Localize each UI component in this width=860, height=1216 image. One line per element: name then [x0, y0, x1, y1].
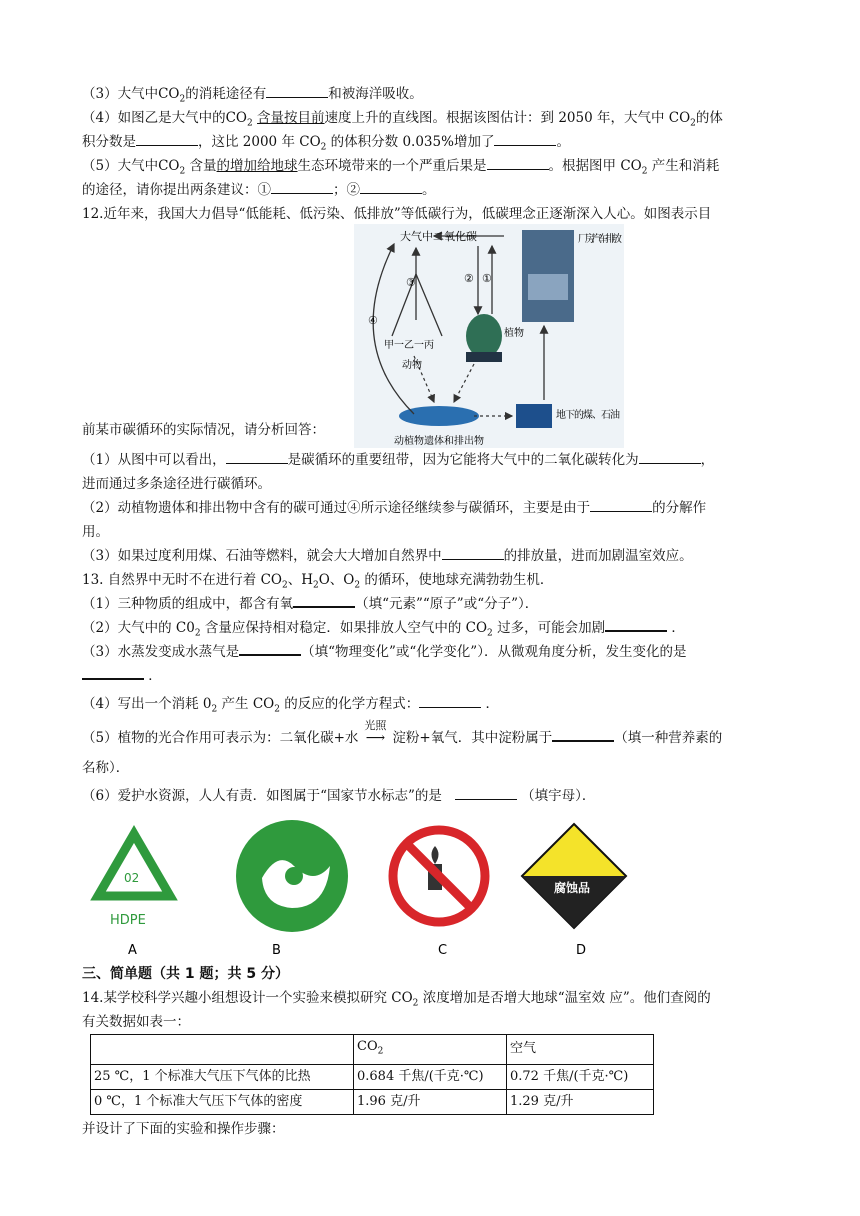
answer-blank[interactable]	[494, 131, 556, 146]
answer-blank[interactable]	[226, 449, 288, 464]
no-fire-icon	[393, 830, 485, 922]
q14-outro: 并设计了下面的实验和操作步骤：	[82, 1120, 285, 1137]
answer-blank[interactable]	[266, 83, 328, 98]
svg-text:腐蚀品: 腐蚀品	[554, 881, 591, 895]
q11-part3: （3）大气中$CO_2$的消耗途径有 和被海洋吸收。	[82, 82, 782, 106]
car-icon	[528, 274, 568, 300]
answer-blank[interactable]	[552, 726, 614, 742]
answer-blank[interactable]	[239, 640, 301, 656]
recycle-icon	[98, 834, 170, 928]
q13-part5: （5）植物的光合作用可表示为：二氧化碳+水 光照 ⟶ 淀粉+氧气．其中淀粉属于 （填一种营养素的	[82, 726, 782, 750]
table-header-cell	[91, 1035, 354, 1065]
q13-part6: （6）爱护水资源，人人有责．如图属于“国家节水标志”的是 （填宇母）．	[82, 784, 782, 808]
corrosive-icon	[522, 824, 626, 928]
svg-text:HDPE: HDPE	[110, 913, 146, 928]
carbon-cycle-diagram	[354, 224, 624, 448]
table-cell: 0.684 千焦/(千克·℃)	[354, 1064, 507, 1089]
label-n2: ②	[464, 272, 474, 285]
label-remains: 动植物遗体和排出物	[394, 436, 484, 447]
label-factory: 厂房汽车排放	[578, 234, 622, 245]
q13-part4: （4）写出一个消耗 $0_2$ 产生 $CO_2$ 的反应的化学方程式： ．	[82, 692, 782, 716]
data-table	[90, 1034, 654, 1115]
q13-part2: （2）大气中的 $C0_2$ 含量应保持相对稳定．如果排放人空气中的 $CO_2$ 过多，可能会加剧 ．	[82, 616, 782, 640]
label-n3: ③	[406, 276, 416, 289]
label-n1: ①	[482, 272, 492, 285]
table-row	[91, 1089, 654, 1114]
signs-svg	[82, 820, 642, 960]
label-atmosphere: 大气中二氧化碳	[400, 230, 477, 243]
q12-part1-line2: 进而通过多条途径进行碳循环。	[82, 476, 271, 492]
carbon-cycle-svg	[354, 224, 624, 448]
q11-part5-line2: 的途径，请你提出两条建议：① ；② 。	[82, 178, 782, 202]
sign-label-c: C	[438, 943, 448, 958]
q11-part4-line1: （4）如图乙是大气中的$CO_2$ 含量按目前速度上升的直线图。根据该图估计：到 2050 年，大气中 $CO_2$的体	[82, 110, 723, 129]
table-cell: 1.29 克/升	[507, 1089, 654, 1114]
sign-label-b: B	[272, 943, 281, 958]
q12-part3: （3）如果过度利用煤、石油等燃料，就会大大增加自然界中 的排放量，进而加剧温室效应。	[82, 544, 782, 568]
table-header-cell: 空气	[507, 1035, 654, 1065]
water-saving-icon	[236, 820, 348, 932]
table-cell: 0.72 千焦/(千克·℃)	[507, 1064, 654, 1089]
label-animals-row: 甲一乙一丙	[384, 340, 434, 351]
q14-intro: 14.某学校科学兴趣小组想设计一个实验来模拟研究 $CO_2$ 浓度增加是否增大地球“温室效 应”。他们查阅的	[82, 990, 711, 1009]
label-plants: 植物	[504, 328, 524, 339]
answer-blank[interactable]	[605, 616, 667, 632]
table-cell: 1.96 克/升	[354, 1089, 507, 1114]
q11-part4-line2: 积分数是 ，这比 2000 年 $CO_2$ 的体积分数 0.035%增加了 。	[82, 130, 782, 154]
answer-blank[interactable]	[360, 179, 422, 194]
q13-part1: （1）三种物质的组成中，都含有氧 （填“元素”“原子”或“分子”）．	[82, 592, 782, 616]
label-n4: ④	[368, 314, 378, 327]
answer-blank[interactable]	[590, 497, 652, 512]
q12-part1-line1: （1）从图中可以看出， 是碳循环的重要纽带，因为它能将大气中的二氧化碳转化为 ，	[82, 448, 782, 472]
q12-part2-line2: 用。	[82, 524, 109, 540]
q12-intro: 12.近年来，我国大力倡导“低能耗、低污染、低排放”等低碳行为，低碳理念正逐渐深入人心。如图表示目	[82, 206, 712, 222]
answer-blank[interactable]	[487, 155, 549, 170]
q12-intro-cont: 前某市碳循环的实际情况，请分析回答：	[82, 422, 325, 438]
q13-part3-line1: （3）水蒸发变成水蒸气是 （填“物理变化”或“化学变化”）．从微观角度分析，发生变化的是	[82, 640, 782, 664]
table-header-row	[91, 1035, 654, 1065]
sign-label-a: A	[128, 943, 137, 958]
svg-text:02: 02	[124, 871, 140, 885]
sign-label-d: D	[576, 943, 587, 958]
reaction-arrow: 光照 ⟶	[364, 719, 387, 746]
q13-part3-line2: ．	[82, 664, 782, 688]
table-header-cell: $CO_2$	[354, 1035, 507, 1065]
answer-blank[interactable]	[136, 131, 198, 146]
answer-blank[interactable]	[639, 449, 701, 464]
answer-blank[interactable]	[293, 592, 355, 608]
answer-blank[interactable]	[419, 693, 481, 708]
q13-intro: 13. 自然界中无时不在进行着 $CO_2$、$H_2O$、$O_2$ 的循环，使地球充满勃勃生机．	[82, 572, 554, 591]
q13-part5-cont: 名称）．	[82, 760, 130, 776]
q14-intro-cont: 有关数据如表一：	[82, 1014, 190, 1030]
signs-row	[82, 820, 642, 960]
q12-part2-line1: （2）动植物遗体和排出物中含有的碳可通过④所示途径继续参与碳循环，主要是由于 的分解作	[82, 496, 782, 520]
table-cell: 0 ℃，1 个标准大气压下气体的密度	[91, 1089, 354, 1114]
section-heading: 三、简单题（共 1 题；共 5 分）	[82, 966, 289, 982]
label-animals: 动物	[402, 360, 422, 371]
answer-blank[interactable]	[271, 179, 333, 194]
q11-part5-line1: （5）大气中$CO_2$ 含量的增加给地球生态环境带来的一个严重后果是 。根据图甲 $CO_2$ 产生和消耗	[82, 154, 782, 178]
remains-icon	[399, 406, 479, 426]
label-coal-oil: 地下的煤、石油	[556, 410, 620, 421]
plants-icon	[466, 314, 502, 362]
table-cell: 25 ℃，1 个标准大气压下气体的比热	[91, 1064, 354, 1089]
answer-blank[interactable]	[442, 545, 504, 560]
answer-blank[interactable]	[82, 664, 144, 680]
coal-oil-icon	[516, 404, 552, 428]
table-row	[91, 1064, 654, 1089]
answer-blank[interactable]	[455, 785, 517, 800]
